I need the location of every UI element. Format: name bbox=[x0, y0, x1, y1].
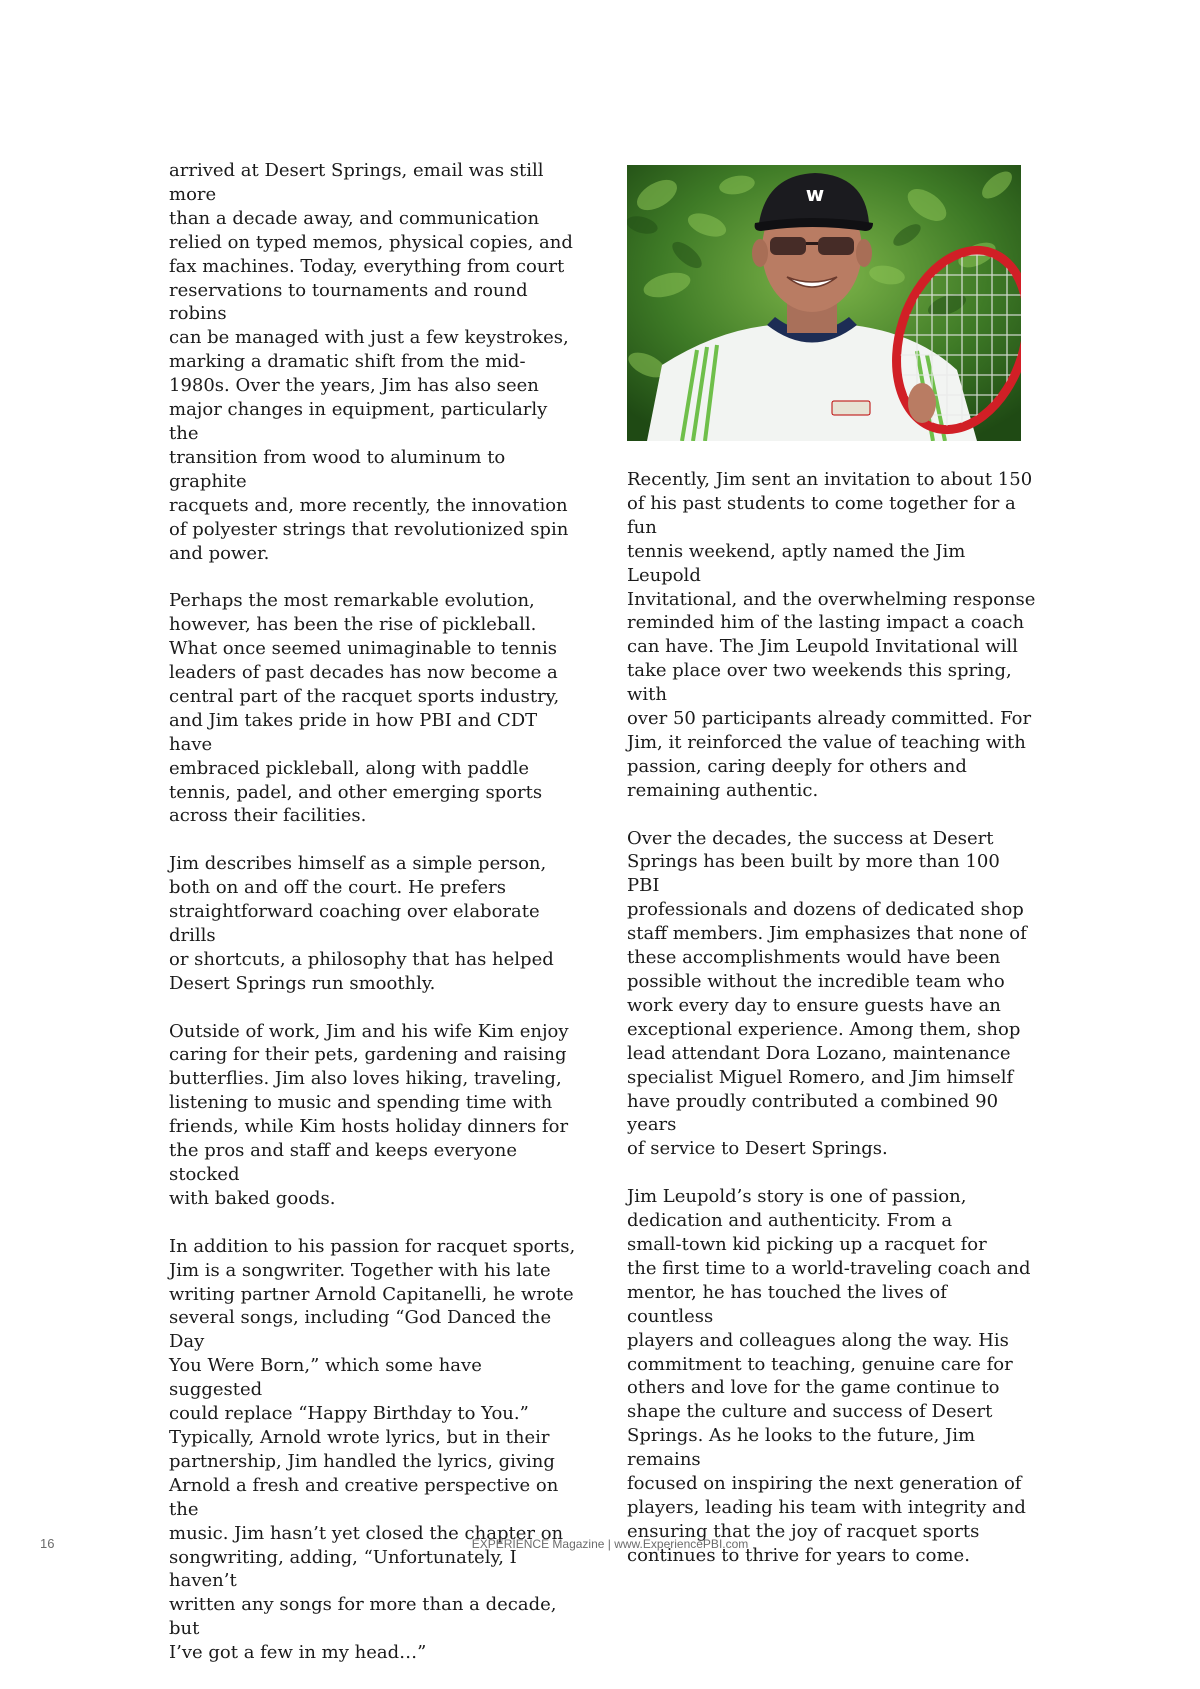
right-ear bbox=[856, 239, 872, 267]
name-badge bbox=[832, 401, 870, 415]
article-left-column bbox=[169, 159, 579, 1689]
coach-photo-illustration bbox=[627, 165, 1021, 441]
paragraph: Outside of work, Jim and his wife Kim enjoy caring for their pets, gardening and raising butterflies. Jim also loves hiking, traveling, listening to music and spending time with friends, while Kim hosts holiday dinners for the pros and staff and keeps everyone stocked with baked goods. bbox=[169, 1020, 569, 1209]
coach-photo bbox=[627, 165, 1021, 441]
page-footer bbox=[0, 1536, 1200, 1556]
cap-logo: w bbox=[805, 182, 825, 206]
paragraph: Jim Leupold’s story is one of passion, dedication and authenticity. From a small-town kid picking up a racquet for the first time to a world-traveling coach and mentor, he has touched the lives of countless players and colleagues along the way. His commitment to teaching, genuine care for others and love for the game continue to shape the culture and success of Desert Springs. As he looks to the future, Jim remains focused on inspiring the next generation of players, leading his team with integrity and ensuring that the joy of racquet sports continues to thrive for years to come. bbox=[627, 1186, 1031, 1566]
paragraph: Recently, Jim sent an invitation to about 150 of his past students to come together for a fun tennis weekend, aptly named the Jim Leupold Invitational, and the overwhelming response reminded him of the lasting impact a coach can have. The Jim Leupold Invitational will take place over two weekends this spring, with over 50 participants already committed. For Jim, it reinforced the value of teaching with passion, caring deeply for others and remaining authentic. bbox=[627, 469, 1036, 801]
paragraph: Jim describes himself as a simple person, both on and off the court. He prefers straightforward coaching over elaborate drills or shortcuts, a philosophy that has helped Desert Springs run smoothly. bbox=[169, 853, 554, 994]
footer-magazine-link: EXPERIENCE Magazine | www.ExperiencePBI.com bbox=[471, 1537, 749, 1551]
paragraph: Perhaps the most remarkable evolution, however, has been the rise of pickleball. What once seemed unimaginable to tennis leaders of past decades has now become a central part of the racquet sports industry, and Jim takes pride in how PBI and CDT have embraced pickleball, along with paddle tennis, padel, and other emerging sports across their facilities. bbox=[169, 590, 560, 827]
paragraph: arrived at Desert Springs, email was still more than a decade away, and communication relied on typed memos, physical copies, and fax machines. Today, everything from court reservations to tournaments and round robins can be managed with just a few keystrokes, marking a dramatic shift from the mid- 1980s. Over the years, Jim has also seen major changes in equipment, particularly the transition from wood to aluminum to graphite racquets and, more recently, the innovation of polyester strings that revolutionized spin and power. bbox=[169, 160, 573, 564]
article-right-column bbox=[627, 468, 1037, 1592]
paragraph: In addition to his passion for racquet sports, Jim is a songwriter. Together with his late writing partner Arnold Capitanelli, he wrote several songs, including “God Danced the Day You Were Born,” which some have suggested could replace “Happy Birthday to You.” Typically, Arnold wrote lyrics, but in their partnership, Jim handled the lyrics, giving Arnold a fresh and creative perspective on the music. Jim hasn’t yet closed the chapter on songwriting, adding, “Unfortunately, I haven’t written any songs for more than a decade, but I’ve got a few in my head…” bbox=[169, 1235, 576, 1664]
left-ear bbox=[752, 239, 768, 267]
paragraph: Over the decades, the success at Desert Springs has been built by more than 100 PBI professionals and dozens of dedicated shop staff members. Jim emphasizes that none of these accomplishments would have been possible without the incredible team who work every day to ensure guests have an exceptional experience. Among them, shop lead attendant Dora Lozano, maintenance specialist Miguel Romero, and Jim himself have proudly contributed a combined 90 years of service to Desert Springs. bbox=[627, 827, 1027, 1160]
page-number: 16 bbox=[40, 1536, 55, 1551]
